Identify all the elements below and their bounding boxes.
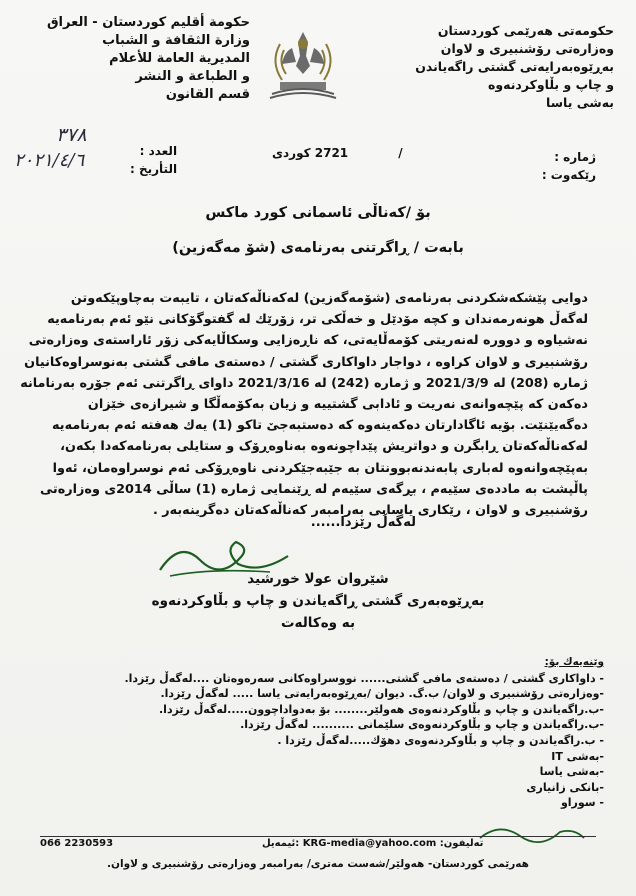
signer-title: بەڕێوەبەری گشتی ڕاگەیاندن و چاپ و بڵاوکردنەوە [151,593,485,609]
header-kurdish-line: و چاپ و بڵاوکردنەوە [487,77,614,92]
copy-item: -بانکی زانیاری [526,780,604,794]
body-line: دەکەن کە پێچەوانەی نەریت و ئادابی گشتییە و زیان بەکۆمەڵگا و شیرازەی خێزان [87,397,588,413]
copy-item: -ب.راگەیاندن و چاپ و بڵاوکردنەوەی هەولێر........ بۆ بەدواداچوون.....لەگەڵ رێزدا. [159,702,604,716]
body-line: ژمارە (208) لە 2021/3/9 و ژمارە (242) لە 2021/3/16 داوای ڕاگرتنی ئەم جۆرە بەرنامانە [20,375,588,391]
body-line: نەشیاوە و دوورە لەنەریتی کۆمەڵایەتی، کە ناڕەزایی وسکاڵایەکی زۆر ئاراستەی وەزارەتی [28,333,588,349]
copy-item: - ب.راگەیاندن و چاپ و بڵاوکردنەوەی دهۆك.....لەگەڵ رێزدا . [277,733,604,747]
reference-arabic [130,142,177,178]
footer-phone: 066 2230593 [40,838,114,849]
closing-regards: لەگەڵ رێزدا...... [310,515,416,530]
body-line: پاڵپشت بە ماددەی سێیەم ، بڕگەی سێیەم لە ڕێنمایی ژمارە (1) ساڵی 2014ی وەزارەتی [39,481,588,497]
header-kurdish-line: حکومەتی هەرێمی کوردستان [437,23,614,38]
letter-body [20,288,588,521]
header-arabic-line: وزارة الثقافة و الشباب [102,33,250,48]
body-line: دەگەیێنێت. بۆیە ئاگادارتان دەکەینەوە کە دەستبەجێ تاکو (1) یەك هەفتە ئەم بەرنامەیە [52,418,588,434]
footer-address: هەرێمی کوردستان- هەولێر/شەست مەتری/ بەرامبەر وەزارەتی رۆشنبیری و لاوان. [107,858,529,870]
kurdish-date-ref [272,146,403,160]
body-line: لەگەڵ هونەرمەندان و کچە مۆدێل و خەڵکی تر، زۆرێك لە گفتوگۆکانی نێو ئەم بەرنامەیە [47,312,588,328]
header-kurdish [384,22,614,112]
copy-item: -ب.راگەیاندن و چاپ و بڵاوکردنەوەی سلێمانی .......... لەگەڵ رێزدا. [240,718,604,732]
copy-item: - سوراو [560,796,604,810]
header-arabic-line: قسم القانون [165,87,250,102]
body-line: دوایی پێشکەشکردنی بەرنامەی (شۆمەگەزین) لەکەناڵەکەتان ، تایبەت بەچاوپێکەوتن [70,291,588,306]
signer-role: بە وەکالەت [280,615,356,631]
handwritten-date: ٢٠٢١/٤/٦ [14,150,85,171]
copy-item: -بەشی یاسا [539,765,604,779]
footer-email: تەلیفون: KRG-media@yahoo.com :ئیمەیل [262,838,484,849]
handwritten-number: ٣٧٨ [56,124,87,146]
initials-signature-icon [470,818,590,848]
reference-kurdish [542,148,596,184]
copy-item: -بەشی IT [551,749,604,763]
signer-block [0,568,636,634]
kurdish-date: 2721 کوردی [272,146,349,160]
kurdistan-emblem-icon [262,22,344,104]
header-arabic-line: حكومة أقليم كوردستان - العراق [46,15,250,30]
copies-list [124,655,604,811]
header-kurdish-line: وەزارەتی رۆشنبیری و لاوان [440,41,614,56]
body-line: رۆشنبیری و لاوان ، رێکاری یاسایی بەرامبەر کەناڵەکەتان دەگرینەبەر . [152,503,588,519]
addressee: بۆ /کەناڵی ئاسمانی کورد ماکس [205,205,431,221]
ar-date-label: التأريخ : [130,162,178,176]
body-line: لەکەناڵەکەتان ڕابگرن و دواتریش پێداچونەوە بەناوەڕۆک و ستایلی بەرنامەکەدا بکەن، [60,439,588,455]
header-arabic [30,14,250,104]
copies-title: وێنەیەك بۆ: [544,656,604,668]
header-arabic-line: و الطباعة و النشر [135,69,250,84]
date-label: رێکەوت : [541,168,596,182]
header-arabic-line: المديرية العامة للأعلام [109,51,250,66]
body-line: رۆشنبیری و لاوان کراوە ، دواجار داواکاری گشتی / دەستەی مافی گشتی بەنوسراوەکانیان [24,354,588,370]
body-line: بەپێچەوانەوە لەباری پابەندنەبوونتان بە جێبەجێکردنی ناوەڕۆکی ئەم نوسراوەمان، ئەوا [52,460,588,476]
header-kurdish-line: بەشی یاسا [546,95,614,110]
signer-name: شێروان عولا خورشید [247,571,389,587]
kurdish-date-slash: / [398,146,403,160]
header-kurdish-line: بەڕێوەبەرایەتی گشتی راگەیاندن [415,59,614,74]
copy-item: -وەزارەتی رۆشنبیری و لاوان/ ب.گ. دیوان /بەڕێوەبەرایەتی یاسا ..... لەگەڵ رێزدا. [160,687,604,701]
ar-number-label: العدد : [139,144,178,158]
copy-item: - داواکاری گشتی / دەستەی مافی گشتی...... نووسراوەکانی سەرەوەتان ....لەگەڵ رێزدا. [124,671,604,685]
number-label: ژمارە : [554,150,596,164]
subject: بابەت / ڕاگرتنی بەرنامەی (شۆ مەگەزین) [172,240,464,256]
footer-divider [40,836,596,837]
